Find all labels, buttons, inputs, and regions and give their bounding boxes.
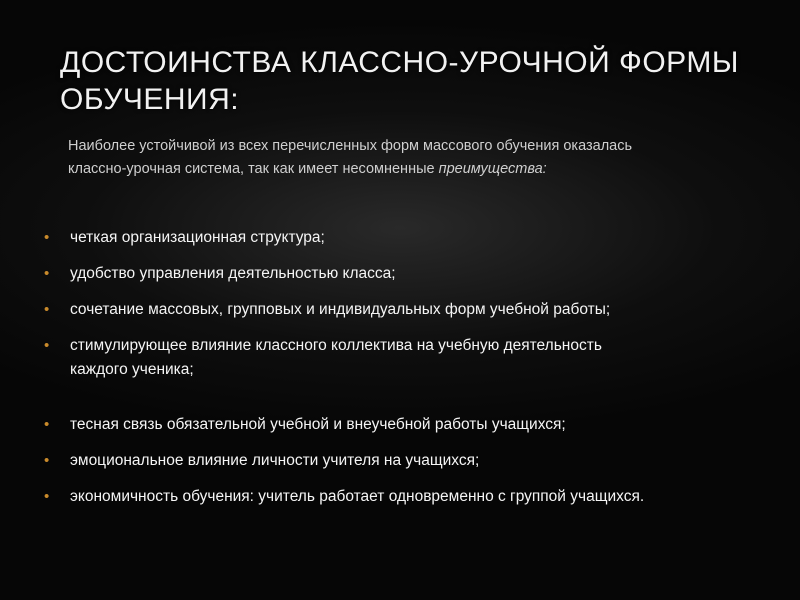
list-item xyxy=(44,334,764,382)
list-item-line: эмоциональное влияние личности учителя на учащихся; xyxy=(70,452,480,469)
advantages-list xyxy=(44,226,764,521)
intro-line-2-text: классно-урочная система, так как имеет несомненные xyxy=(68,161,439,177)
list-item-line: стимулирующее влияние классного коллектива на учебную деятельность xyxy=(70,337,602,354)
bullet-icon: • xyxy=(44,265,50,282)
list-item-line: экономичность обучения: учитель работает одновременно с группой учащихся. xyxy=(70,488,645,505)
list-item-line: удобство управления деятельностью класса; xyxy=(70,265,396,282)
bullet-icon: • xyxy=(44,229,50,246)
list-item xyxy=(44,262,764,286)
list-item-text xyxy=(70,262,764,286)
intro-line-1: Наиболее устойчивой из всех перечисленных форм массового обучения оказалась xyxy=(68,138,633,154)
list-item xyxy=(44,413,764,437)
slide-title-line-2: ОБУЧЕНИЯ: xyxy=(60,83,240,116)
intro-emphasis: преимущества: xyxy=(438,161,547,177)
list-item-line: тесная связь обязательной учебной и внеучебной работы учащихся; xyxy=(70,416,566,433)
list-item-line: четкая организационная структура; xyxy=(70,229,325,246)
slide-title xyxy=(60,44,760,118)
list-item xyxy=(44,449,764,473)
list-item xyxy=(44,226,764,250)
bullet-icon: • xyxy=(44,337,50,354)
intro-line-2 xyxy=(68,158,758,181)
list-item-text xyxy=(70,413,764,437)
list-item-text xyxy=(70,298,764,322)
bullet-icon: • xyxy=(44,452,50,469)
intro-paragraph xyxy=(68,135,758,181)
list-item-text xyxy=(70,449,764,473)
list-item xyxy=(44,298,764,322)
list-item xyxy=(44,485,764,509)
slide-title-line-1: ДОСТОИНСТВА КЛАССНО-УРОЧНОЙ ФОРМЫ xyxy=(60,46,739,79)
list-item-line: сочетание массовых, групповых и индивидуальных форм учебной работы; xyxy=(70,301,611,318)
bullet-icon: • xyxy=(44,301,50,318)
list-item-text xyxy=(70,334,764,382)
bullet-icon: • xyxy=(44,488,50,505)
list-item-text xyxy=(70,226,764,250)
list-item-line: каждого ученика; xyxy=(70,361,194,378)
list-item-text xyxy=(70,485,764,509)
bullet-icon: • xyxy=(44,416,50,433)
